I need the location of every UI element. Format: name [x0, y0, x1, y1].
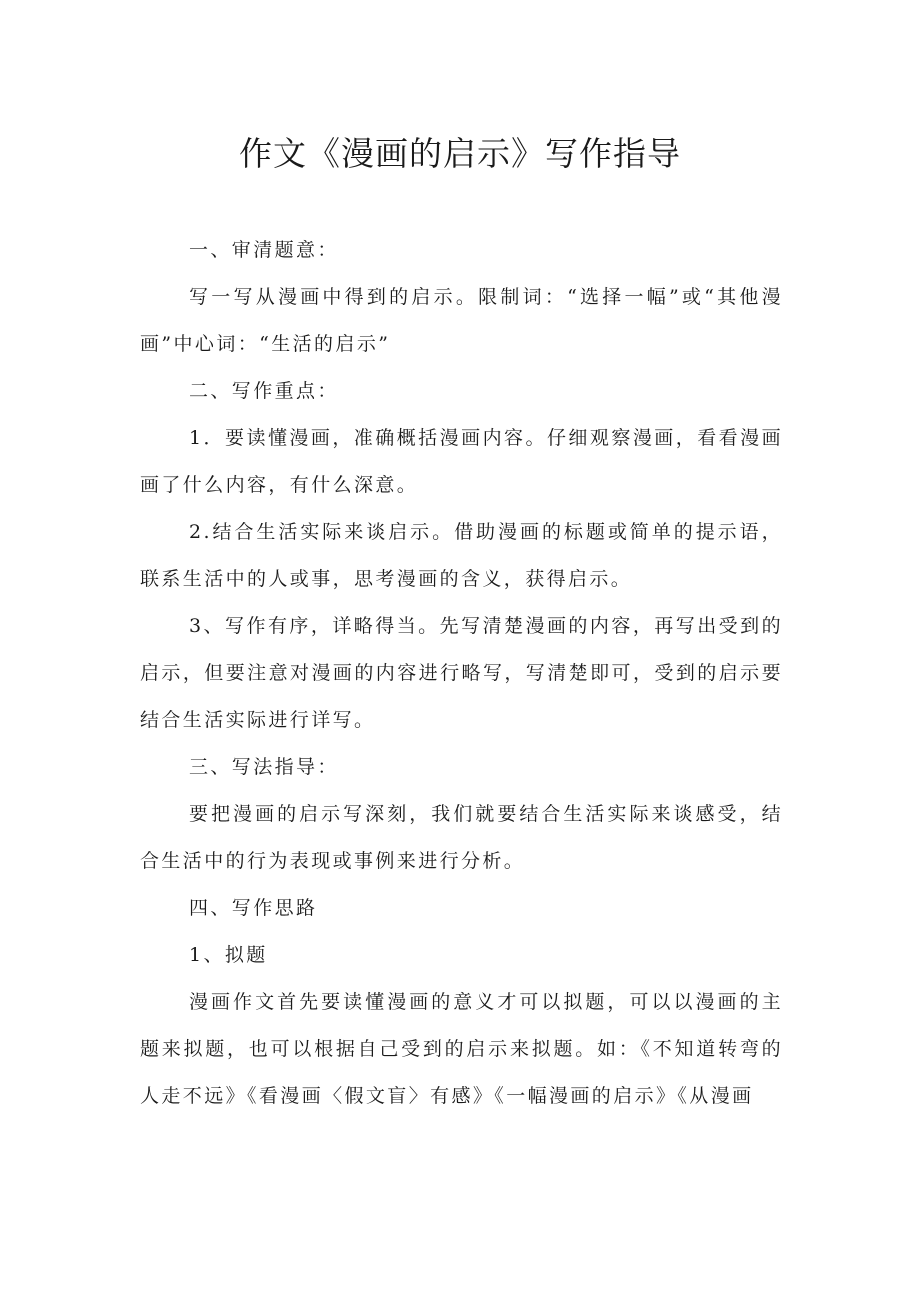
section-heading-3: 三、写法指导：	[189, 756, 339, 778]
paragraph: 写一写从漫画中得到的启示。限制词：“选择一幅”或“其他漫画”中心词：“生活的启示”	[140, 286, 783, 355]
paragraph: 3、写作有序，详略得当。先写清楚漫画的内容，再写出受到的启示，但要注意对漫画的内容进行略写，写清楚即可，受到的启示要结合生活实际进行详写。	[140, 615, 783, 731]
document-body	[140, 227, 783, 1120]
paragraph: 漫画作文首先要读懂漫画的意义才可以拟题，可以以漫画的主题来拟题，也可以根据自己受到的启示来拟题。如：《不知道转弯的人走不远》《看漫画〈假文盲〉有感》《一幅漫画的启示》《从漫画	[140, 991, 783, 1107]
paragraph: 要把漫画的启示写深刻，我们就要结合生活实际来谈感受，结合生活中的行为表现或事例来进行分析。	[140, 803, 783, 872]
paragraph: 1．要读懂漫画，准确概括漫画内容。仔细观察漫画，看看漫画画了什么内容，有什么深意。	[140, 427, 783, 496]
section-heading-4: 四、写作思路	[189, 897, 318, 919]
document-title: 作文《漫画的启示》写作指导	[239, 134, 681, 173]
paragraph: 2.结合生活实际来谈启示。借助漫画的标题或简单的提示语，联系生活中的人或事，思考漫画的含义，获得启示。	[140, 521, 783, 590]
subheading: 1、拟题	[189, 944, 268, 966]
section-heading-2: 二、写作重点：	[189, 380, 339, 402]
section-heading-1: 一、审清题意：	[189, 239, 339, 261]
